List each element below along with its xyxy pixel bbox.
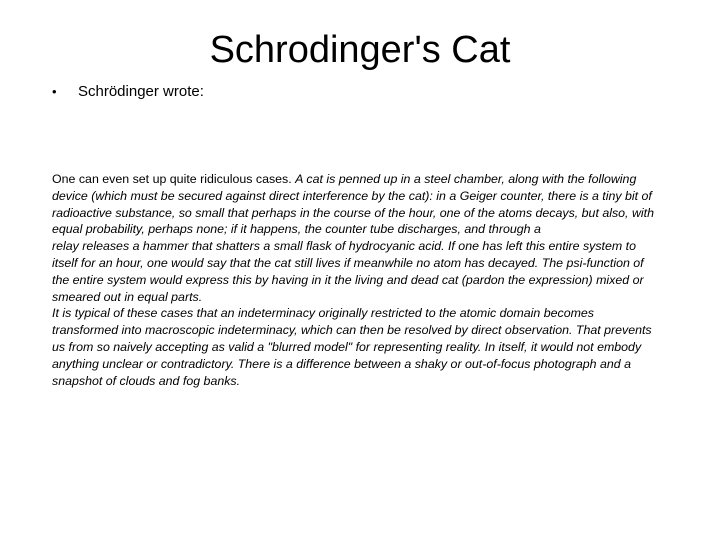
bullet-item [52, 82, 204, 102]
bullet-icon: • [52, 84, 57, 99]
quote-block [52, 171, 662, 389]
quote-paragraph-3: It is typical of these cases that an indeterminacy originally restricted to the atomic domain becomes transformed into macroscopic indeterminacy, which can then be resolved by direct observation. That prevents us from so naively accepting as valid a "blurred model" for representing reality. In itself, it would not embody anything unclear or contradictory. There is a difference between a shaky or out-of-focus photograph and a snapshot of clouds and fog banks. [52, 306, 652, 388]
bullet-text: Schrödinger wrote: [78, 83, 204, 100]
quote-lead: One can even set up quite ridiculous cases. [52, 172, 292, 186]
quote-paragraph-1: A cat is penned up in a steel chamber, along with the following device (which must be secured against direct interference by the cat): in a Geiger counter, there is a tiny bit of radioactive substance, so small that perhaps in the course of the hour, one of the atoms decays, but also, with equal probability, perhaps none; if it happens, the counter tube discharges, and through a [52, 172, 654, 237]
slide-title: Schrodinger's Cat [209, 29, 511, 71]
quote-paragraph-2: relay releases a hammer that shatters a small flask of hydrocyanic acid. If one has left this entire system to itself for an hour, one would say that the cat still lives if meanwhile no atom has decayed. The psi-function of the entire system would express this by having in it the living and dead cat (pardon the expression) mixed or smeared out in equal parts. [52, 239, 644, 304]
